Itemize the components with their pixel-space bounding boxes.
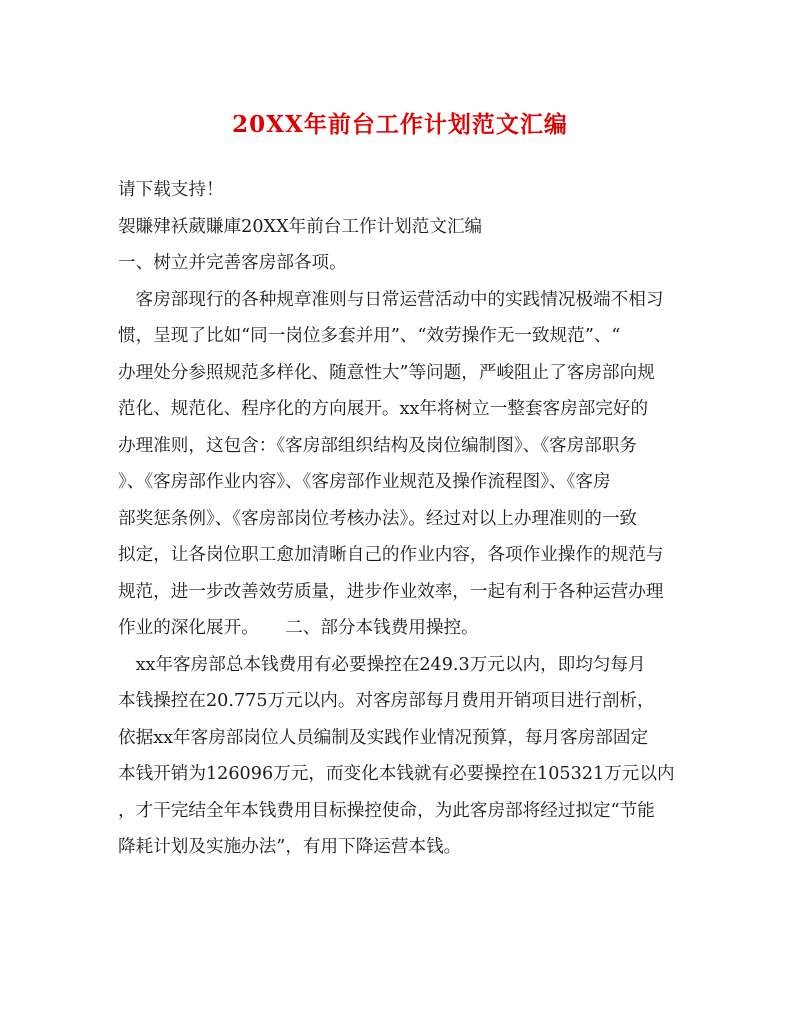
body-line: xx年客房部总本钱费用有必要操控在249.3万元以内，即均匀每月 (118, 654, 646, 675)
body-line: 办理准则，这包含：《客房部组织结构及岗位编制图》、《客房部职务 (118, 435, 638, 456)
body-line: 作业的深化展开。 二、部分本钱费用操控。 (118, 618, 479, 638)
body-line: 请下载支持！ (118, 180, 224, 200)
body-line: 客房部现行的各种规章准则与日常运营活动中的实践情况极端不相习 (118, 289, 664, 310)
body-line: 拟定，让各岗位职工愈加清晰自己的作业内容，各项作业操作的规范与 (118, 545, 664, 565)
body-line: 》、《客房部作业内容》、《客房部作业规范及操作流程图》、《客房 (118, 472, 611, 492)
document-body (118, 172, 688, 866)
section-heading: 一、树立并完善客房部各项。 (118, 253, 347, 273)
body-line: 依据xx年客房部岗位人员编制及实践作业情况预算，每月客房部固定 (118, 727, 649, 748)
body-line: 本钱开销为126096万元，而变化本钱就有必要操控在105321万元以内 (118, 764, 675, 784)
document-title: 20XX年前台工作计划范文汇编 (232, 111, 568, 138)
body-line: 办理处分参照规范多样化、随意性大”等问题，严峻阻止了客房部向规 (118, 362, 655, 383)
body-line: 袈賺肂袄葳賺庫20XX年前台工作计划范文汇编 (118, 216, 483, 237)
body-line: ，才干完结全年本钱费用目标操控使命，为此客房部将经过拟定“节能 (118, 800, 655, 821)
body-line: 规范，进一步改善效劳质量，进步作业效率，一起有利于各种运营办理 (118, 581, 664, 602)
body-line: 范化、规范化、程序化的方向展开。xx年将树立一整套客房部完好的 (118, 399, 649, 419)
body-line: 降耗计划及实施办法”，有用下降运营本钱。 (118, 837, 462, 857)
body-line: 本钱操控在20.775万元以内。对客房部每月费用开销项目进行剖析， (118, 691, 655, 711)
body-line: 部奖惩条例》、《客房部岗位考核办法》。经过对以上办理准则的一致 (118, 508, 638, 529)
body-line: 惯，呈现了比如“同一岗位多套并用”、“效劳操作无一致规范”、“ (118, 326, 621, 346)
